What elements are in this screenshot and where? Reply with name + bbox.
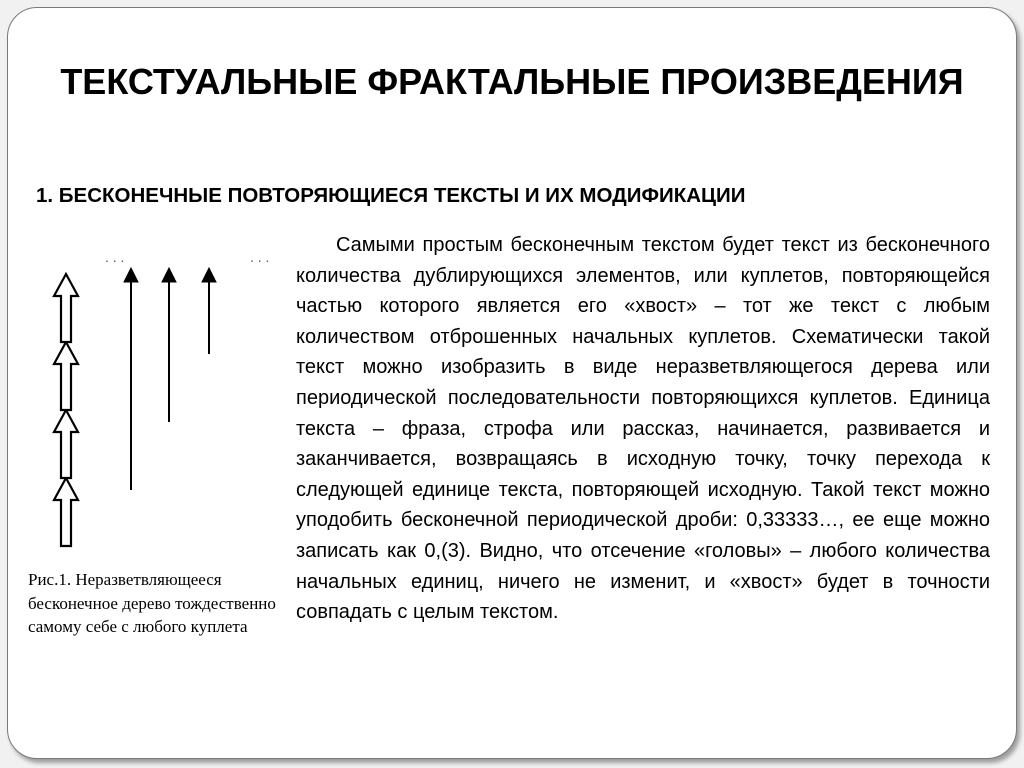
- ellipsis-left: . . .: [105, 249, 125, 265]
- ellipsis-right: . . .: [250, 249, 270, 265]
- body-paragraph: Самыми простым бесконечным текстом будет текст из бесконечного количества дублирующихся элементов, или куплетов, повторяющейся частью которого является его «хвост» – тот же текст с любым количеством отброшенных начальных куплетов. Схематически такой текст можно изобразить в виде неразветвляющегося дерева или периодической последовательности повторяющихся куплетов. Единица текста – фраза, строфа или рассказ, начинается, развивается и заканчивается, возвращаясь в исходную точку, точку перехода к следующей единице текста, повторяющей исходную. Такой текст можно уподобить бесконечной периодической дроби: 0,33333…, ее еще можно записать как 0,(3). Видно, что отсечение «головы» – любого количества начальных единиц, ничего не изменит, и «хвост» будет в точности совпадать с целым текстом.: [296, 234, 990, 624]
- thin-arrows: [124, 268, 216, 490]
- thin-arrow-mid-head: [162, 268, 176, 282]
- thin-arrow-short-head: [202, 268, 216, 282]
- figure-caption: Рис.1. Неразветвляющееся бесконечное дерево тождественно самому себе с любого куплета: [28, 570, 276, 636]
- hollow-arrow-1: [54, 478, 78, 546]
- hollow-arrow-4: [54, 274, 78, 342]
- unbranched-tree-figure: [30, 240, 280, 550]
- hollow-arrow-chain: [54, 274, 78, 546]
- slide-title: ТЕКСТУАЛЬНЫЕ ФРАКТАЛЬНЫЕ ПРОИЗВЕДЕНИЯ: [60, 61, 964, 102]
- section-heading: 1. БЕСКОНЕЧНЫЕ ПОВТОРЯЮЩИЕСЯ ТЕКСТЫ И ИХ МОДИФИКАЦИИ: [36, 184, 746, 207]
- slide-frame: [7, 7, 1017, 759]
- thin-arrow-long-head: [124, 268, 138, 282]
- hollow-arrow-2: [54, 410, 78, 478]
- hollow-arrow-3: [54, 342, 78, 410]
